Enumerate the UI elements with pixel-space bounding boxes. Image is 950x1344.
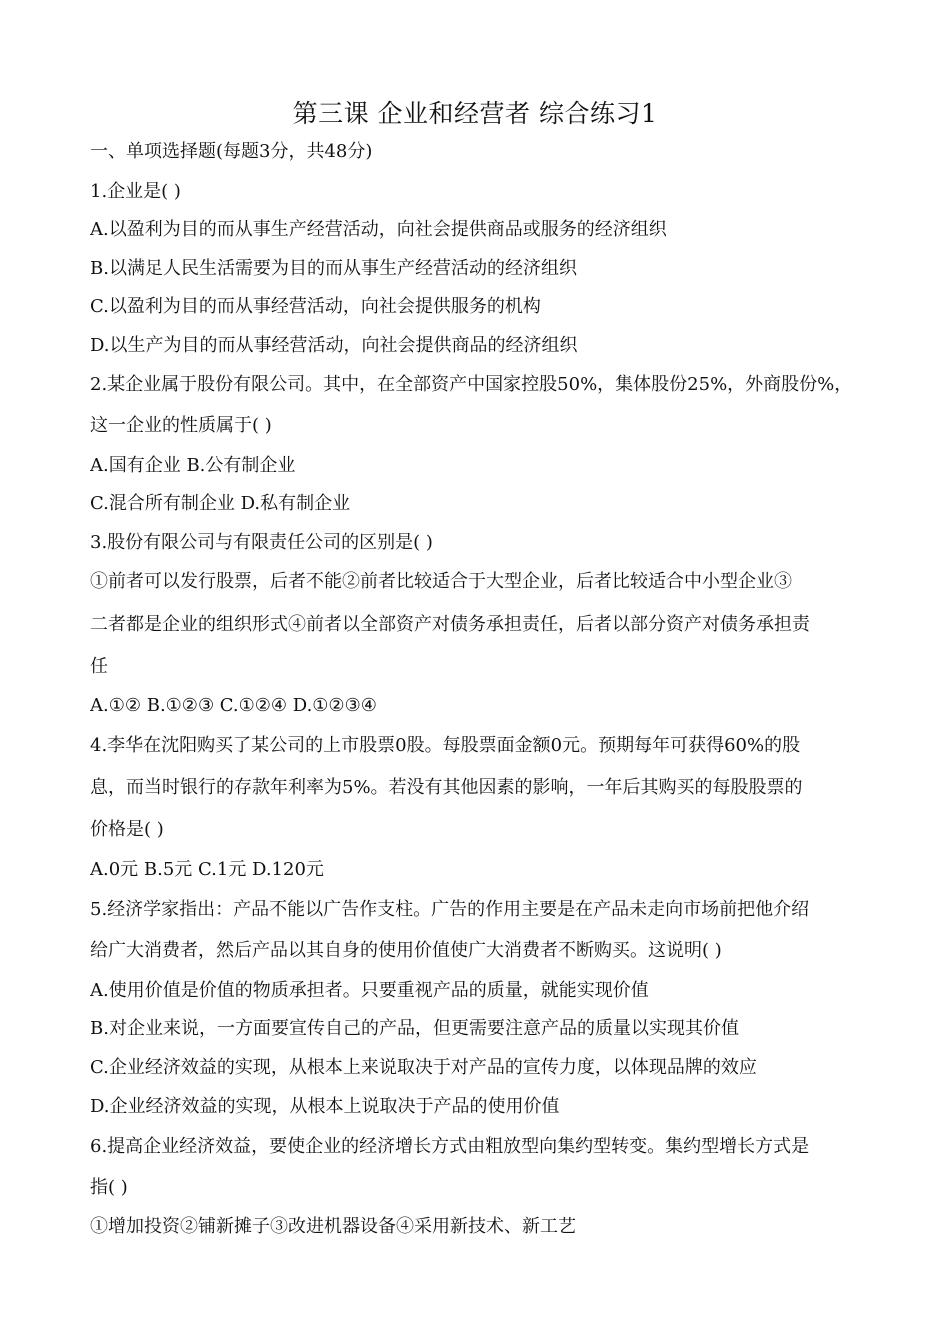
question-5-option-b: B.对企业来说，一方面要宣传自己的产品，但更需要注意产品的质量以实现其价值 bbox=[90, 1018, 739, 1039]
question-2-options-cd: C.混合所有制企业 D.私有制企业 bbox=[90, 493, 351, 514]
question-4-stem-line-3: 价格是( ) bbox=[90, 819, 164, 840]
question-5-option-d: D.企业经济效益的实现，从根本上说取决于产品的使用价值 bbox=[90, 1096, 560, 1117]
question-5-option-a: A.使用价值是价值的物质承担者。只要重视产品的质量，就能实现价值 bbox=[90, 980, 649, 1001]
question-3-statements-line-2: 二者都是企业的组织形式④前者以全部资产对债务承担责任，后者以部分资产对债务承担责 bbox=[90, 614, 810, 635]
question-6-stem-line-1: 6.提高企业经济效益，要使企业的经济增长方式由粗放型向集约型转变。集约型增长方式是 bbox=[90, 1136, 810, 1157]
question-2-options-ab: A.国有企业 B.公有制企业 bbox=[90, 455, 296, 476]
question-1-option-c: C.以盈利为目的而从事经营活动，向社会提供服务的机构 bbox=[90, 296, 541, 317]
question-4-stem-line-1: 4.李华在沈阳购买了某公司的上市股票0股。每股票面金额0元。预期每年可获得60%的股 bbox=[90, 735, 801, 756]
question-5-stem-line-2: 给广大消费者，然后产品以其自身的使用价值使广大消费者不断购买。这说明( ) bbox=[90, 940, 722, 961]
question-1-option-d: D.以生产为目的而从事经营活动，向社会提供商品的经济组织 bbox=[90, 335, 578, 356]
question-3-stem: 3.股份有限公司与有限责任公司的区别是( ) bbox=[90, 532, 433, 553]
question-6-stem-line-2: 指( ) bbox=[90, 1177, 128, 1198]
question-4-stem-line-2: 息，而当时银行的存款年利率为5%。若没有其他因素的影响，一年后其购买的每股股票的 bbox=[90, 777, 803, 798]
question-5-stem-line-1: 5.经济学家指出：产品不能以广告作支柱。广告的作用主要是在产品未走向市场前把他介绍 bbox=[90, 899, 810, 920]
page-title: 第三课 企业和经营者 综合练习1 bbox=[292, 99, 658, 128]
question-1-stem: 1.企业是( ) bbox=[90, 181, 181, 202]
question-6-statements: ①增加投资②铺新摊子③改进机器设备④采用新技术、新工艺 bbox=[90, 1216, 576, 1237]
question-2-stem-line-2: 这一企业的性质属于( ) bbox=[90, 415, 272, 436]
question-1-option-b: B.以满足人民生活需要为目的而从事生产经营活动的经济组织 bbox=[90, 258, 577, 279]
question-5-option-c: C.企业经济效益的实现，从根本上来说取决于对产品的宣传力度，以体现品牌的效应 bbox=[90, 1057, 757, 1078]
question-3-statements-line-1: ①前者可以发行股票，后者不能②前者比较适合于大型企业，后者比较适合中小型企业③ bbox=[90, 571, 792, 592]
question-4-options: A.0元 B.5元 C.1元 D.120元 bbox=[90, 859, 324, 880]
section-heading: 一、单项选择题(每题3分，共48分) bbox=[90, 141, 373, 162]
question-1-option-a: A.以盈利为目的而从事生产经营活动，向社会提供商品或服务的经济组织 bbox=[90, 219, 667, 240]
question-3-options: A.①② B.①②③ C.①②④ D.①②③④ bbox=[90, 695, 377, 716]
question-3-statements-line-3: 任 bbox=[90, 656, 108, 677]
question-2-stem-line-1: 2.某企业属于股份有限公司。其中，在全部资产中国家控股50%，集体股份25%，外商股份%， bbox=[90, 374, 853, 395]
